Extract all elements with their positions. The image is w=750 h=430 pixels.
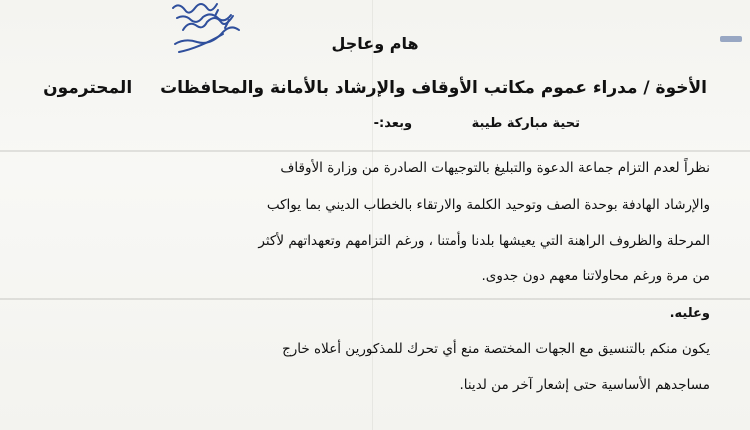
- letter-title: هام وعاجل: [331, 34, 419, 53]
- body-paragraph-line: المرحلة والظروف الراهنة التي يعيشها بلدنا وأمتنا ، ورغم التزامهم وتعهداتهم لأكثر: [258, 233, 710, 249]
- greeting-line: [374, 116, 580, 131]
- addressee: الأخوة / مدراء عموم مكاتب الأوقاف والإرشاد بالأمانة والمحافظات: [160, 78, 707, 98]
- after-greeting: وبعد:-: [373, 116, 413, 131]
- letter-body: [40, 0, 710, 430]
- addressee-line: [43, 78, 707, 98]
- respect-salutation: المحترمون: [43, 78, 133, 98]
- closing-line: يكون منكم بالتنسيق مع الجهات المختصة منع أي تحرك للمذكورين أعلاه خارج: [282, 341, 710, 357]
- body-paragraph-line: نظراً لعدم التزام جماعة الدعوة والتبليغ بالتوجيهات الصادرة من وزارة الأوقاف: [280, 160, 710, 176]
- closing-line: مساجدهم الأساسية حتى إشعار آخر من لدينا.: [459, 377, 710, 393]
- body-paragraph-line: والإرشاد الهادفة بوحدة الصف وتوحيد الكلمة والارتقاء بالخطاب الديني بما يواكب: [266, 197, 710, 213]
- conclusion-line: وعليه.: [669, 306, 710, 321]
- ink-mark: [720, 36, 742, 42]
- body-paragraph-line: من مرة ورغم محاولاتنا معهم دون جدوى.: [481, 268, 710, 284]
- greeting: تحية مباركة طيبة: [471, 116, 580, 131]
